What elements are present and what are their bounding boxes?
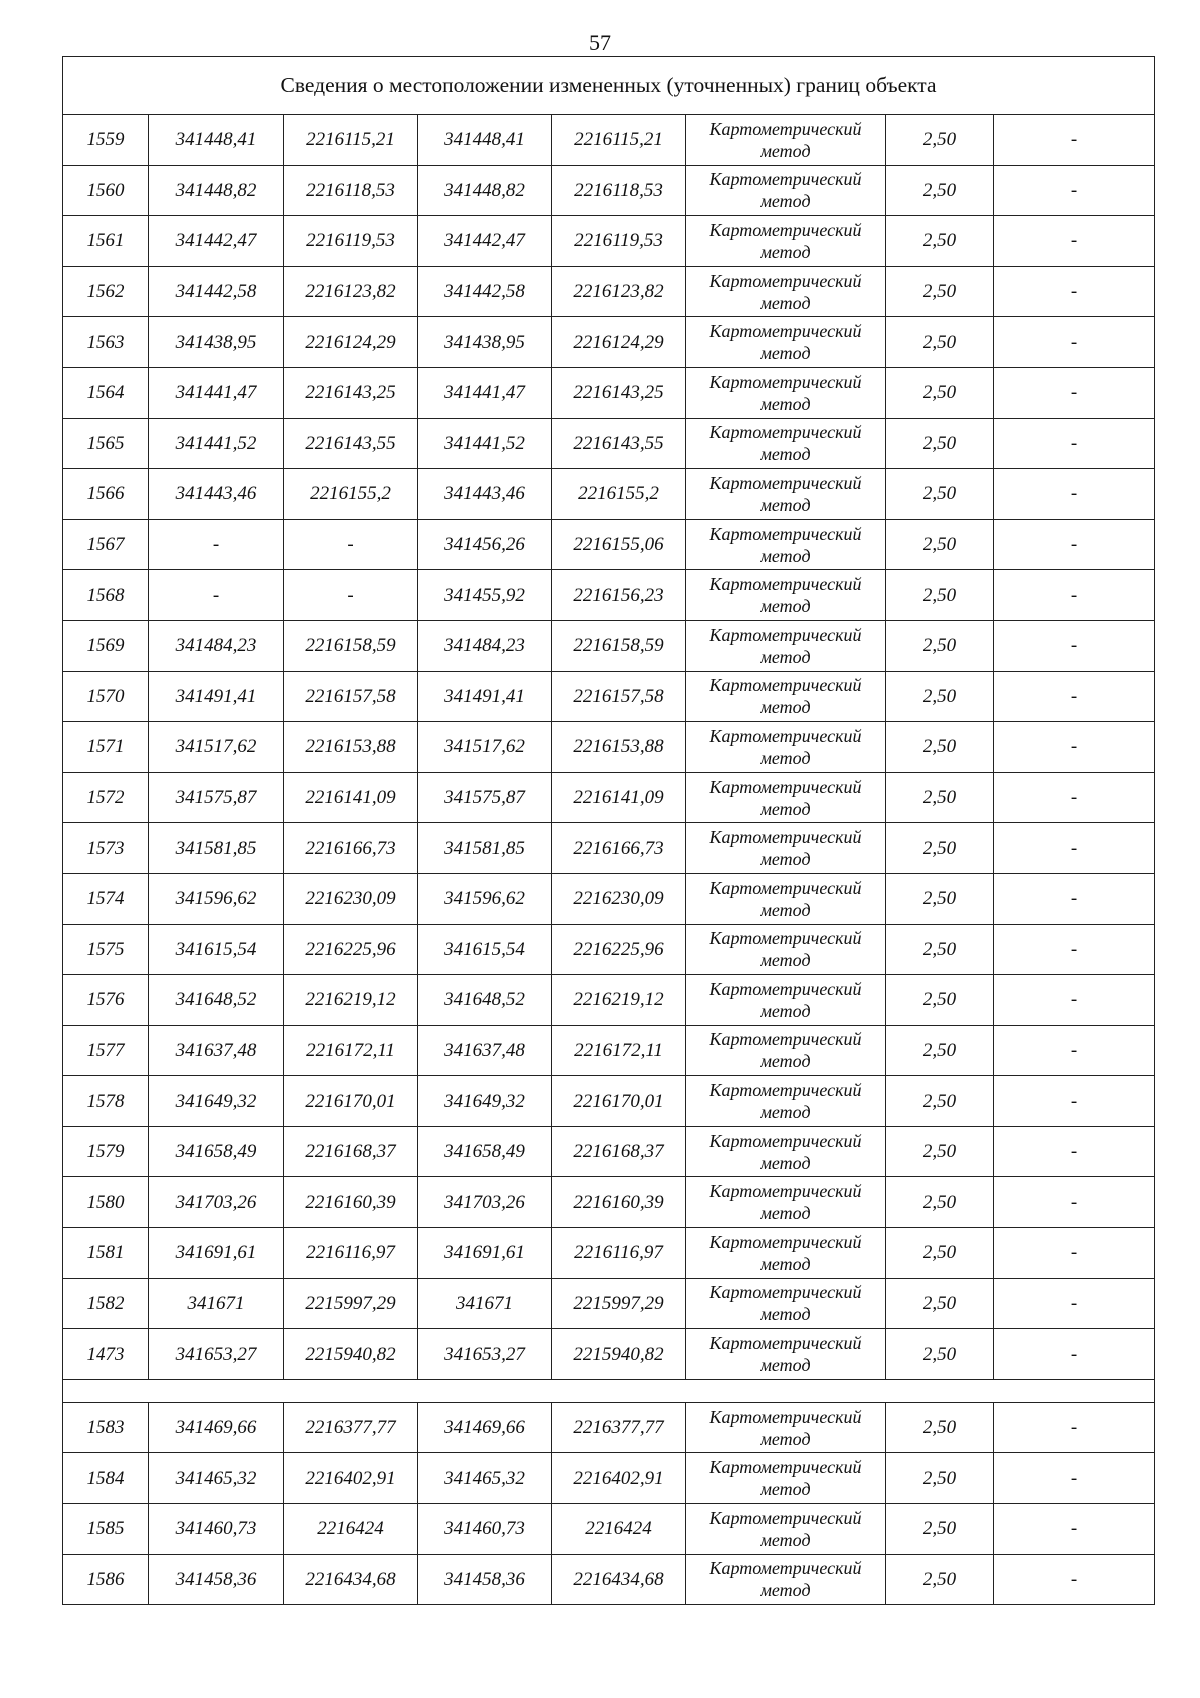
- table-row: [63, 1025, 1155, 1076]
- x-refined-cell: 341442,58: [418, 266, 552, 317]
- accuracy-cell: 2,50: [886, 1329, 994, 1380]
- x-existing-cell: 341441,52: [149, 418, 284, 469]
- table-row: [63, 165, 1155, 216]
- y-refined-cell: 2216158,59: [552, 620, 686, 671]
- y-refined-cell: 2216225,96: [552, 924, 686, 975]
- y-existing-cell: 2216219,12: [284, 975, 418, 1026]
- accuracy-cell: 2,50: [886, 1504, 994, 1555]
- table-row: [63, 1402, 1155, 1453]
- table-row: [63, 1453, 1155, 1504]
- y-existing-cell: 2216424: [284, 1504, 418, 1555]
- x-existing-cell: 341575,87: [149, 772, 284, 823]
- table-row: [63, 772, 1155, 823]
- accuracy-cell: 2,50: [886, 924, 994, 975]
- y-refined-cell: 2216157,58: [552, 671, 686, 722]
- method-cell: Картометрический метод: [686, 115, 886, 166]
- note-cell: -: [994, 1126, 1155, 1177]
- section-separator-row: [63, 1379, 1155, 1402]
- point-number-cell: 1568: [63, 570, 149, 621]
- note-cell: -: [994, 165, 1155, 216]
- point-number-cell: 1574: [63, 873, 149, 924]
- table-row: [63, 1504, 1155, 1555]
- y-existing-cell: 2216118,53: [284, 165, 418, 216]
- table-row: [63, 1126, 1155, 1177]
- page-number: 57: [589, 30, 611, 55]
- y-existing-cell: 2216115,21: [284, 115, 418, 166]
- note-cell: -: [994, 1554, 1155, 1605]
- y-existing-cell: 2216225,96: [284, 924, 418, 975]
- accuracy-cell: 2,50: [886, 975, 994, 1026]
- x-existing-cell: 341438,95: [149, 317, 284, 368]
- y-refined-cell: 2216116,97: [552, 1228, 686, 1279]
- method-cell: Картометрический метод: [686, 1402, 886, 1453]
- method-cell: Картометрический метод: [686, 469, 886, 520]
- method-cell: Картометрический метод: [686, 1504, 886, 1555]
- method-cell: Картометрический метод: [686, 570, 886, 621]
- accuracy-cell: 2,50: [886, 1278, 994, 1329]
- note-cell: -: [994, 519, 1155, 570]
- x-existing-cell: 341442,58: [149, 266, 284, 317]
- y-existing-cell: 2216157,58: [284, 671, 418, 722]
- method-cell: Картометрический метод: [686, 1228, 886, 1279]
- x-existing-cell: 341691,61: [149, 1228, 284, 1279]
- point-number-cell: 1564: [63, 367, 149, 418]
- point-number-cell: 1567: [63, 519, 149, 570]
- note-cell: -: [994, 570, 1155, 621]
- point-number-cell: 1575: [63, 924, 149, 975]
- accuracy-cell: 2,50: [886, 1554, 994, 1605]
- boundary-coordinates-table: [62, 56, 1155, 1605]
- y-existing-cell: 2216141,09: [284, 772, 418, 823]
- table-title: Сведения о местоположении измененных (уточненных) границ объекта: [63, 57, 1155, 115]
- point-number-cell: 1566: [63, 469, 149, 520]
- table-row: [63, 418, 1155, 469]
- x-refined-cell: 341438,95: [418, 317, 552, 368]
- method-cell: Картометрический метод: [686, 1076, 886, 1127]
- y-refined-cell: 2216424: [552, 1504, 686, 1555]
- x-existing-cell: 341448,82: [149, 165, 284, 216]
- accuracy-cell: 2,50: [886, 620, 994, 671]
- accuracy-cell: 2,50: [886, 772, 994, 823]
- accuracy-cell: 2,50: [886, 1402, 994, 1453]
- x-refined-cell: 341456,26: [418, 519, 552, 570]
- x-refined-cell: 341441,47: [418, 367, 552, 418]
- y-refined-cell: 2216123,82: [552, 266, 686, 317]
- y-refined-cell: 2216156,23: [552, 570, 686, 621]
- x-refined-cell: 341691,61: [418, 1228, 552, 1279]
- y-existing-cell: 2216230,09: [284, 873, 418, 924]
- x-existing-cell: 341441,47: [149, 367, 284, 418]
- method-cell: Картометрический метод: [686, 620, 886, 671]
- x-refined-cell: 341469,66: [418, 1402, 552, 1453]
- x-refined-cell: 341458,36: [418, 1554, 552, 1605]
- method-cell: Картометрический метод: [686, 823, 886, 874]
- y-existing-cell: 2216143,55: [284, 418, 418, 469]
- point-number-cell: 1579: [63, 1126, 149, 1177]
- accuracy-cell: 2,50: [886, 1126, 994, 1177]
- note-cell: -: [994, 367, 1155, 418]
- table-row: [63, 620, 1155, 671]
- x-existing-cell: 341443,46: [149, 469, 284, 520]
- y-refined-cell: 2216434,68: [552, 1554, 686, 1605]
- x-refined-cell: 341596,62: [418, 873, 552, 924]
- point-number-cell: 1585: [63, 1504, 149, 1555]
- x-existing-cell: 341448,41: [149, 115, 284, 166]
- table-row: [63, 924, 1155, 975]
- method-cell: Картометрический метод: [686, 722, 886, 773]
- accuracy-cell: 2,50: [886, 873, 994, 924]
- accuracy-cell: 2,50: [886, 216, 994, 267]
- method-cell: Картометрический метод: [686, 873, 886, 924]
- x-refined-cell: 341448,82: [418, 165, 552, 216]
- note-cell: -: [994, 1329, 1155, 1380]
- y-refined-cell: 2216124,29: [552, 317, 686, 368]
- point-number-cell: 1586: [63, 1554, 149, 1605]
- x-existing-cell: 341460,73: [149, 1504, 284, 1555]
- x-refined-cell: 341671: [418, 1278, 552, 1329]
- x-existing-cell: 341648,52: [149, 975, 284, 1026]
- point-number-cell: 1572: [63, 772, 149, 823]
- x-refined-cell: 341703,26: [418, 1177, 552, 1228]
- x-refined-cell: 341658,49: [418, 1126, 552, 1177]
- note-cell: -: [994, 1402, 1155, 1453]
- table-row: [63, 367, 1155, 418]
- point-number-cell: 1562: [63, 266, 149, 317]
- x-refined-cell: 341443,46: [418, 469, 552, 520]
- note-cell: -: [994, 924, 1155, 975]
- method-cell: Картометрический метод: [686, 671, 886, 722]
- y-existing-cell: 2216119,53: [284, 216, 418, 267]
- y-refined-cell: 2216115,21: [552, 115, 686, 166]
- table-row: [63, 570, 1155, 621]
- method-cell: Картометрический метод: [686, 367, 886, 418]
- table-row: [63, 722, 1155, 773]
- y-refined-cell: 2216143,55: [552, 418, 686, 469]
- note-cell: -: [994, 1177, 1155, 1228]
- y-existing-cell: 2216155,2: [284, 469, 418, 520]
- x-refined-cell: 341517,62: [418, 722, 552, 773]
- note-cell: -: [994, 873, 1155, 924]
- y-refined-cell: 2216153,88: [552, 722, 686, 773]
- x-refined-cell: 341448,41: [418, 115, 552, 166]
- x-existing-cell: 341658,49: [149, 1126, 284, 1177]
- method-cell: Картометрический метод: [686, 772, 886, 823]
- accuracy-cell: 2,50: [886, 266, 994, 317]
- accuracy-cell: 2,50: [886, 1228, 994, 1279]
- method-cell: Картометрический метод: [686, 1177, 886, 1228]
- accuracy-cell: 2,50: [886, 519, 994, 570]
- method-cell: Картометрический метод: [686, 418, 886, 469]
- x-existing-cell: 341465,32: [149, 1453, 284, 1504]
- x-existing-cell: 341615,54: [149, 924, 284, 975]
- accuracy-cell: 2,50: [886, 418, 994, 469]
- y-existing-cell: 2216168,37: [284, 1126, 418, 1177]
- point-number-cell: 1571: [63, 722, 149, 773]
- method-cell: Картометрический метод: [686, 1025, 886, 1076]
- x-existing-cell: 341458,36: [149, 1554, 284, 1605]
- table-row: [63, 115, 1155, 166]
- x-existing-cell: 341469,66: [149, 1402, 284, 1453]
- y-existing-cell: 2216160,39: [284, 1177, 418, 1228]
- x-refined-cell: 341575,87: [418, 772, 552, 823]
- y-refined-cell: 2215940,82: [552, 1329, 686, 1380]
- method-cell: Картометрический метод: [686, 165, 886, 216]
- y-refined-cell: 2215997,29: [552, 1278, 686, 1329]
- y-existing-cell: 2216158,59: [284, 620, 418, 671]
- point-number-cell: 1560: [63, 165, 149, 216]
- method-cell: Картометрический метод: [686, 317, 886, 368]
- note-cell: -: [994, 1025, 1155, 1076]
- note-cell: -: [994, 671, 1155, 722]
- point-number-cell: 1582: [63, 1278, 149, 1329]
- point-number-cell: 1578: [63, 1076, 149, 1127]
- y-refined-cell: 2216172,11: [552, 1025, 686, 1076]
- x-refined-cell: 341484,23: [418, 620, 552, 671]
- method-cell: Картометрический метод: [686, 1453, 886, 1504]
- note-cell: -: [994, 1504, 1155, 1555]
- accuracy-cell: 2,50: [886, 570, 994, 621]
- note-cell: -: [994, 1453, 1155, 1504]
- method-cell: Картометрический метод: [686, 924, 886, 975]
- x-existing-cell: 341653,27: [149, 1329, 284, 1380]
- note-cell: -: [994, 418, 1155, 469]
- accuracy-cell: 2,50: [886, 823, 994, 874]
- y-refined-cell: 2216230,09: [552, 873, 686, 924]
- accuracy-cell: 2,50: [886, 1025, 994, 1076]
- x-refined-cell: 341441,52: [418, 418, 552, 469]
- method-cell: Картометрический метод: [686, 519, 886, 570]
- x-existing-cell: 341703,26: [149, 1177, 284, 1228]
- table-row: [63, 823, 1155, 874]
- table-row: [63, 1554, 1155, 1605]
- note-cell: -: [994, 823, 1155, 874]
- x-existing-cell: -: [149, 519, 284, 570]
- method-cell: Картометрический метод: [686, 1329, 886, 1380]
- accuracy-cell: 2,50: [886, 367, 994, 418]
- y-existing-cell: 2216434,68: [284, 1554, 418, 1605]
- point-number-cell: 1580: [63, 1177, 149, 1228]
- y-existing-cell: -: [284, 570, 418, 621]
- x-existing-cell: 341517,62: [149, 722, 284, 773]
- point-number-cell: 1581: [63, 1228, 149, 1279]
- table-row: [63, 469, 1155, 520]
- y-existing-cell: 2215940,82: [284, 1329, 418, 1380]
- table-row: [63, 266, 1155, 317]
- x-refined-cell: 341648,52: [418, 975, 552, 1026]
- table-row: [63, 873, 1155, 924]
- note-cell: -: [994, 975, 1155, 1026]
- y-existing-cell: 2216116,97: [284, 1228, 418, 1279]
- y-existing-cell: 2215997,29: [284, 1278, 418, 1329]
- y-refined-cell: 2216155,2: [552, 469, 686, 520]
- accuracy-cell: 2,50: [886, 115, 994, 166]
- table-row: [63, 317, 1155, 368]
- accuracy-cell: 2,50: [886, 165, 994, 216]
- note-cell: -: [994, 469, 1155, 520]
- accuracy-cell: 2,50: [886, 1076, 994, 1127]
- note-cell: -: [994, 772, 1155, 823]
- y-existing-cell: 2216124,29: [284, 317, 418, 368]
- note-cell: -: [994, 620, 1155, 671]
- x-existing-cell: 341649,32: [149, 1076, 284, 1127]
- x-refined-cell: 341581,85: [418, 823, 552, 874]
- y-refined-cell: 2216168,37: [552, 1126, 686, 1177]
- x-existing-cell: 341484,23: [149, 620, 284, 671]
- accuracy-cell: 2,50: [886, 317, 994, 368]
- y-existing-cell: 2216166,73: [284, 823, 418, 874]
- x-existing-cell: -: [149, 570, 284, 621]
- point-number-cell: 1473: [63, 1329, 149, 1380]
- y-existing-cell: 2216377,77: [284, 1402, 418, 1453]
- method-cell: Картометрический метод: [686, 1126, 886, 1177]
- table-row: [63, 216, 1155, 267]
- table-row: [63, 1228, 1155, 1279]
- x-refined-cell: 341653,27: [418, 1329, 552, 1380]
- x-refined-cell: 341637,48: [418, 1025, 552, 1076]
- y-existing-cell: 2216402,91: [284, 1453, 418, 1504]
- point-number-cell: 1561: [63, 216, 149, 267]
- x-refined-cell: 341460,73: [418, 1504, 552, 1555]
- point-number-cell: 1576: [63, 975, 149, 1026]
- point-number-cell: 1584: [63, 1453, 149, 1504]
- point-number-cell: 1570: [63, 671, 149, 722]
- x-refined-cell: 341442,47: [418, 216, 552, 267]
- point-number-cell: 1577: [63, 1025, 149, 1076]
- y-refined-cell: 2216160,39: [552, 1177, 686, 1228]
- point-number-cell: 1565: [63, 418, 149, 469]
- note-cell: -: [994, 317, 1155, 368]
- empty-separator-cell: [63, 1379, 1155, 1402]
- table-row: [63, 1177, 1155, 1228]
- y-refined-cell: 2216170,01: [552, 1076, 686, 1127]
- method-cell: Картометрический метод: [686, 1278, 886, 1329]
- y-refined-cell: 2216141,09: [552, 772, 686, 823]
- y-refined-cell: 2216166,73: [552, 823, 686, 874]
- y-refined-cell: 2216402,91: [552, 1453, 686, 1504]
- y-existing-cell: 2216172,11: [284, 1025, 418, 1076]
- y-refined-cell: 2216219,12: [552, 975, 686, 1026]
- x-refined-cell: 341491,41: [418, 671, 552, 722]
- y-refined-cell: 2216155,06: [552, 519, 686, 570]
- accuracy-cell: 2,50: [886, 722, 994, 773]
- x-refined-cell: 341615,54: [418, 924, 552, 975]
- accuracy-cell: 2,50: [886, 671, 994, 722]
- point-number-cell: 1559: [63, 115, 149, 166]
- x-existing-cell: 341596,62: [149, 873, 284, 924]
- method-cell: Картометрический метод: [686, 1554, 886, 1605]
- accuracy-cell: 2,50: [886, 1453, 994, 1504]
- y-existing-cell: -: [284, 519, 418, 570]
- point-number-cell: 1569: [63, 620, 149, 671]
- y-existing-cell: 2216143,25: [284, 367, 418, 418]
- table-row: [63, 671, 1155, 722]
- method-cell: Картометрический метод: [686, 216, 886, 267]
- note-cell: -: [994, 1076, 1155, 1127]
- note-cell: -: [994, 1278, 1155, 1329]
- y-refined-cell: 2216119,53: [552, 216, 686, 267]
- x-refined-cell: 341455,92: [418, 570, 552, 621]
- note-cell: -: [994, 115, 1155, 166]
- table-row: [63, 1329, 1155, 1380]
- y-existing-cell: 2216123,82: [284, 266, 418, 317]
- method-cell: Картометрический метод: [686, 975, 886, 1026]
- accuracy-cell: 2,50: [886, 469, 994, 520]
- y-refined-cell: 2216377,77: [552, 1402, 686, 1453]
- table-title-row: [63, 57, 1155, 115]
- table-row: [63, 1278, 1155, 1329]
- accuracy-cell: 2,50: [886, 1177, 994, 1228]
- x-existing-cell: 341491,41: [149, 671, 284, 722]
- x-existing-cell: 341442,47: [149, 216, 284, 267]
- x-refined-cell: 341649,32: [418, 1076, 552, 1127]
- x-existing-cell: 341581,85: [149, 823, 284, 874]
- note-cell: -: [994, 1228, 1155, 1279]
- y-existing-cell: 2216170,01: [284, 1076, 418, 1127]
- point-number-cell: 1563: [63, 317, 149, 368]
- y-refined-cell: 2216143,25: [552, 367, 686, 418]
- table-row: [63, 975, 1155, 1026]
- method-cell: Картометрический метод: [686, 266, 886, 317]
- note-cell: -: [994, 266, 1155, 317]
- x-existing-cell: 341671: [149, 1278, 284, 1329]
- note-cell: -: [994, 722, 1155, 773]
- point-number-cell: 1583: [63, 1402, 149, 1453]
- x-refined-cell: 341465,32: [418, 1453, 552, 1504]
- y-refined-cell: 2216118,53: [552, 165, 686, 216]
- table-row: [63, 1076, 1155, 1127]
- note-cell: -: [994, 216, 1155, 267]
- y-existing-cell: 2216153,88: [284, 722, 418, 773]
- point-number-cell: 1573: [63, 823, 149, 874]
- x-existing-cell: 341637,48: [149, 1025, 284, 1076]
- table-row: [63, 519, 1155, 570]
